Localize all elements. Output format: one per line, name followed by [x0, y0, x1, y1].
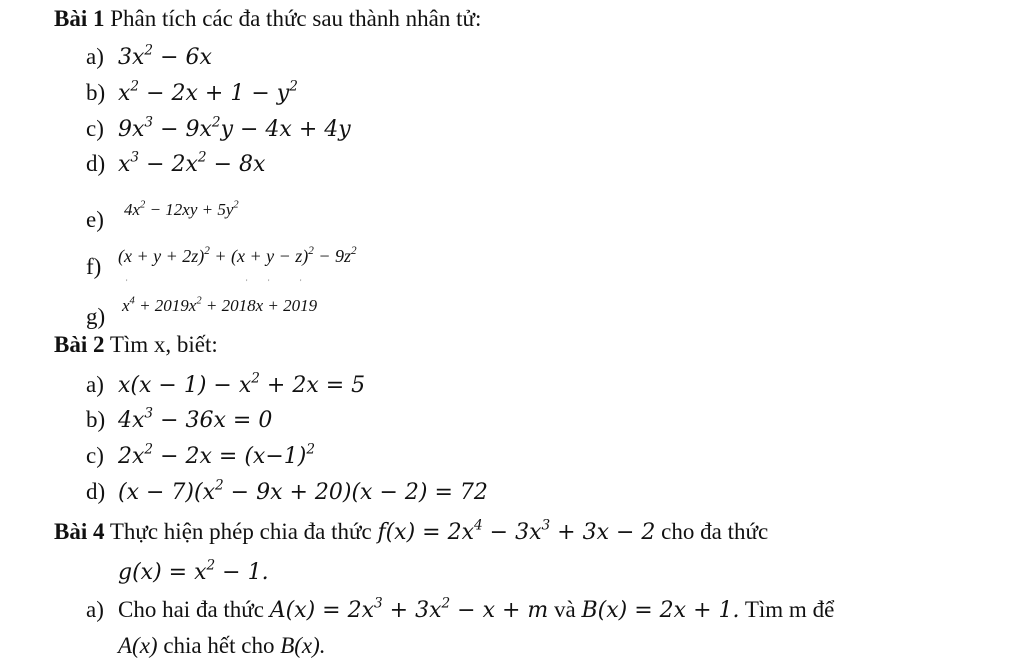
- expression: $x(x - 1) - x^2 + 2x = 5$: [118, 370, 366, 398]
- ex2-item-a: [86, 371, 365, 400]
- ex4-item-a: [86, 596, 834, 625]
- ex4-item-a-line2: [118, 632, 326, 660]
- item-label: a): [86, 44, 104, 69]
- ex1-item-e: [124, 194, 239, 224]
- exercise-1-header: [54, 5, 481, 33]
- Ax-expression: $A(x) = 2x^3 + 3x^2 - x + m$: [269, 595, 549, 623]
- ex1-item-c: [86, 115, 351, 144]
- item-label: c): [86, 443, 104, 468]
- expression: $(x - 7)(x^2 - 9x + 20)(x - 2) = 72$: [118, 477, 488, 505]
- stray-mark: ,: [246, 276, 248, 282]
- ex1-item-g-label: [86, 303, 118, 331]
- expression: $9x^3 - 9x^2y - 4x + 4y$: [118, 114, 351, 142]
- ex1-item-d: [86, 150, 265, 179]
- gx-expression: $g(x) = x^2 - 1$.: [118, 557, 269, 585]
- item-label: a): [86, 597, 104, 622]
- exercise-4-text: Thực hiện phép chia đa thức: [109, 519, 372, 544]
- exercise-1-heading: Bài 1: [54, 6, 105, 31]
- expression: $x^3 - 2x^2 - 8x$: [118, 149, 266, 177]
- expression: $2x^2 - 2x = (x-1)^2$: [118, 441, 315, 469]
- Bx-ref: B(x).: [280, 633, 326, 658]
- item-label: b): [86, 407, 106, 432]
- item-label: d): [86, 479, 106, 504]
- exercise-4-header: [54, 518, 768, 547]
- exercise-2-title: Tìm x, biết:: [109, 332, 218, 357]
- ex2-item-c: [86, 442, 315, 471]
- item-label: f): [86, 254, 102, 279]
- ex1-item-b: [86, 79, 298, 108]
- Ax-ref: A(x): [118, 633, 158, 658]
- exercise-4-text-2: cho đa thức: [661, 519, 769, 544]
- item-text-and: và: [554, 597, 576, 622]
- ex1-item-e-label: [86, 206, 118, 234]
- expression: $3x^2 - 6x$: [118, 42, 212, 70]
- item-label: g): [86, 304, 106, 329]
- item-text-3: chia hết cho: [163, 633, 275, 658]
- stray-mark: ,: [126, 276, 128, 282]
- ex1-item-a: [86, 43, 212, 72]
- stray-mark: ,: [268, 276, 270, 282]
- ex2-item-b: [86, 406, 272, 435]
- item-label: a): [86, 372, 104, 397]
- fx-expression: $f(x) = 2x^4 - 3x^3 + 3x - 2$: [377, 517, 656, 545]
- exercise-2-header: [54, 331, 218, 359]
- ex1-item-f: [118, 241, 357, 270]
- ex1-item-f-label: [86, 253, 118, 281]
- expression: $4x^3 - 36x = 0$: [118, 405, 273, 433]
- exercise-1-title: Phân tích các đa thức sau thành nhân tử:: [110, 6, 482, 31]
- exercise-2-heading: Bài 2: [54, 332, 105, 357]
- expression: $(x + y + 2z)^2 + (x + y - z)^2 - 9z^2$: [118, 245, 357, 266]
- item-text: Cho hai đa thức: [118, 597, 264, 622]
- item-text-2: Tìm m để: [744, 597, 835, 622]
- expression: $4x^2 - 12xy + 5y^2$: [124, 199, 239, 219]
- item-label: d): [86, 151, 106, 176]
- item-label: b): [86, 80, 106, 105]
- ex1-item-g: [122, 290, 317, 320]
- expression: $x^4 + 2019x^2 + 2018x + 2019$: [122, 295, 318, 315]
- item-label: c): [86, 116, 104, 141]
- item-label: e): [86, 207, 104, 232]
- ex2-item-d: [86, 478, 488, 507]
- Bx-expression: B(x) = 2x + 1.: [581, 598, 740, 623]
- stray-mark: ,: [300, 276, 302, 282]
- exercise-4-heading: Bài 4: [54, 519, 105, 544]
- gx-line: [118, 558, 269, 587]
- expression: $x^2 - 2x + 1 - y^2$: [118, 78, 298, 106]
